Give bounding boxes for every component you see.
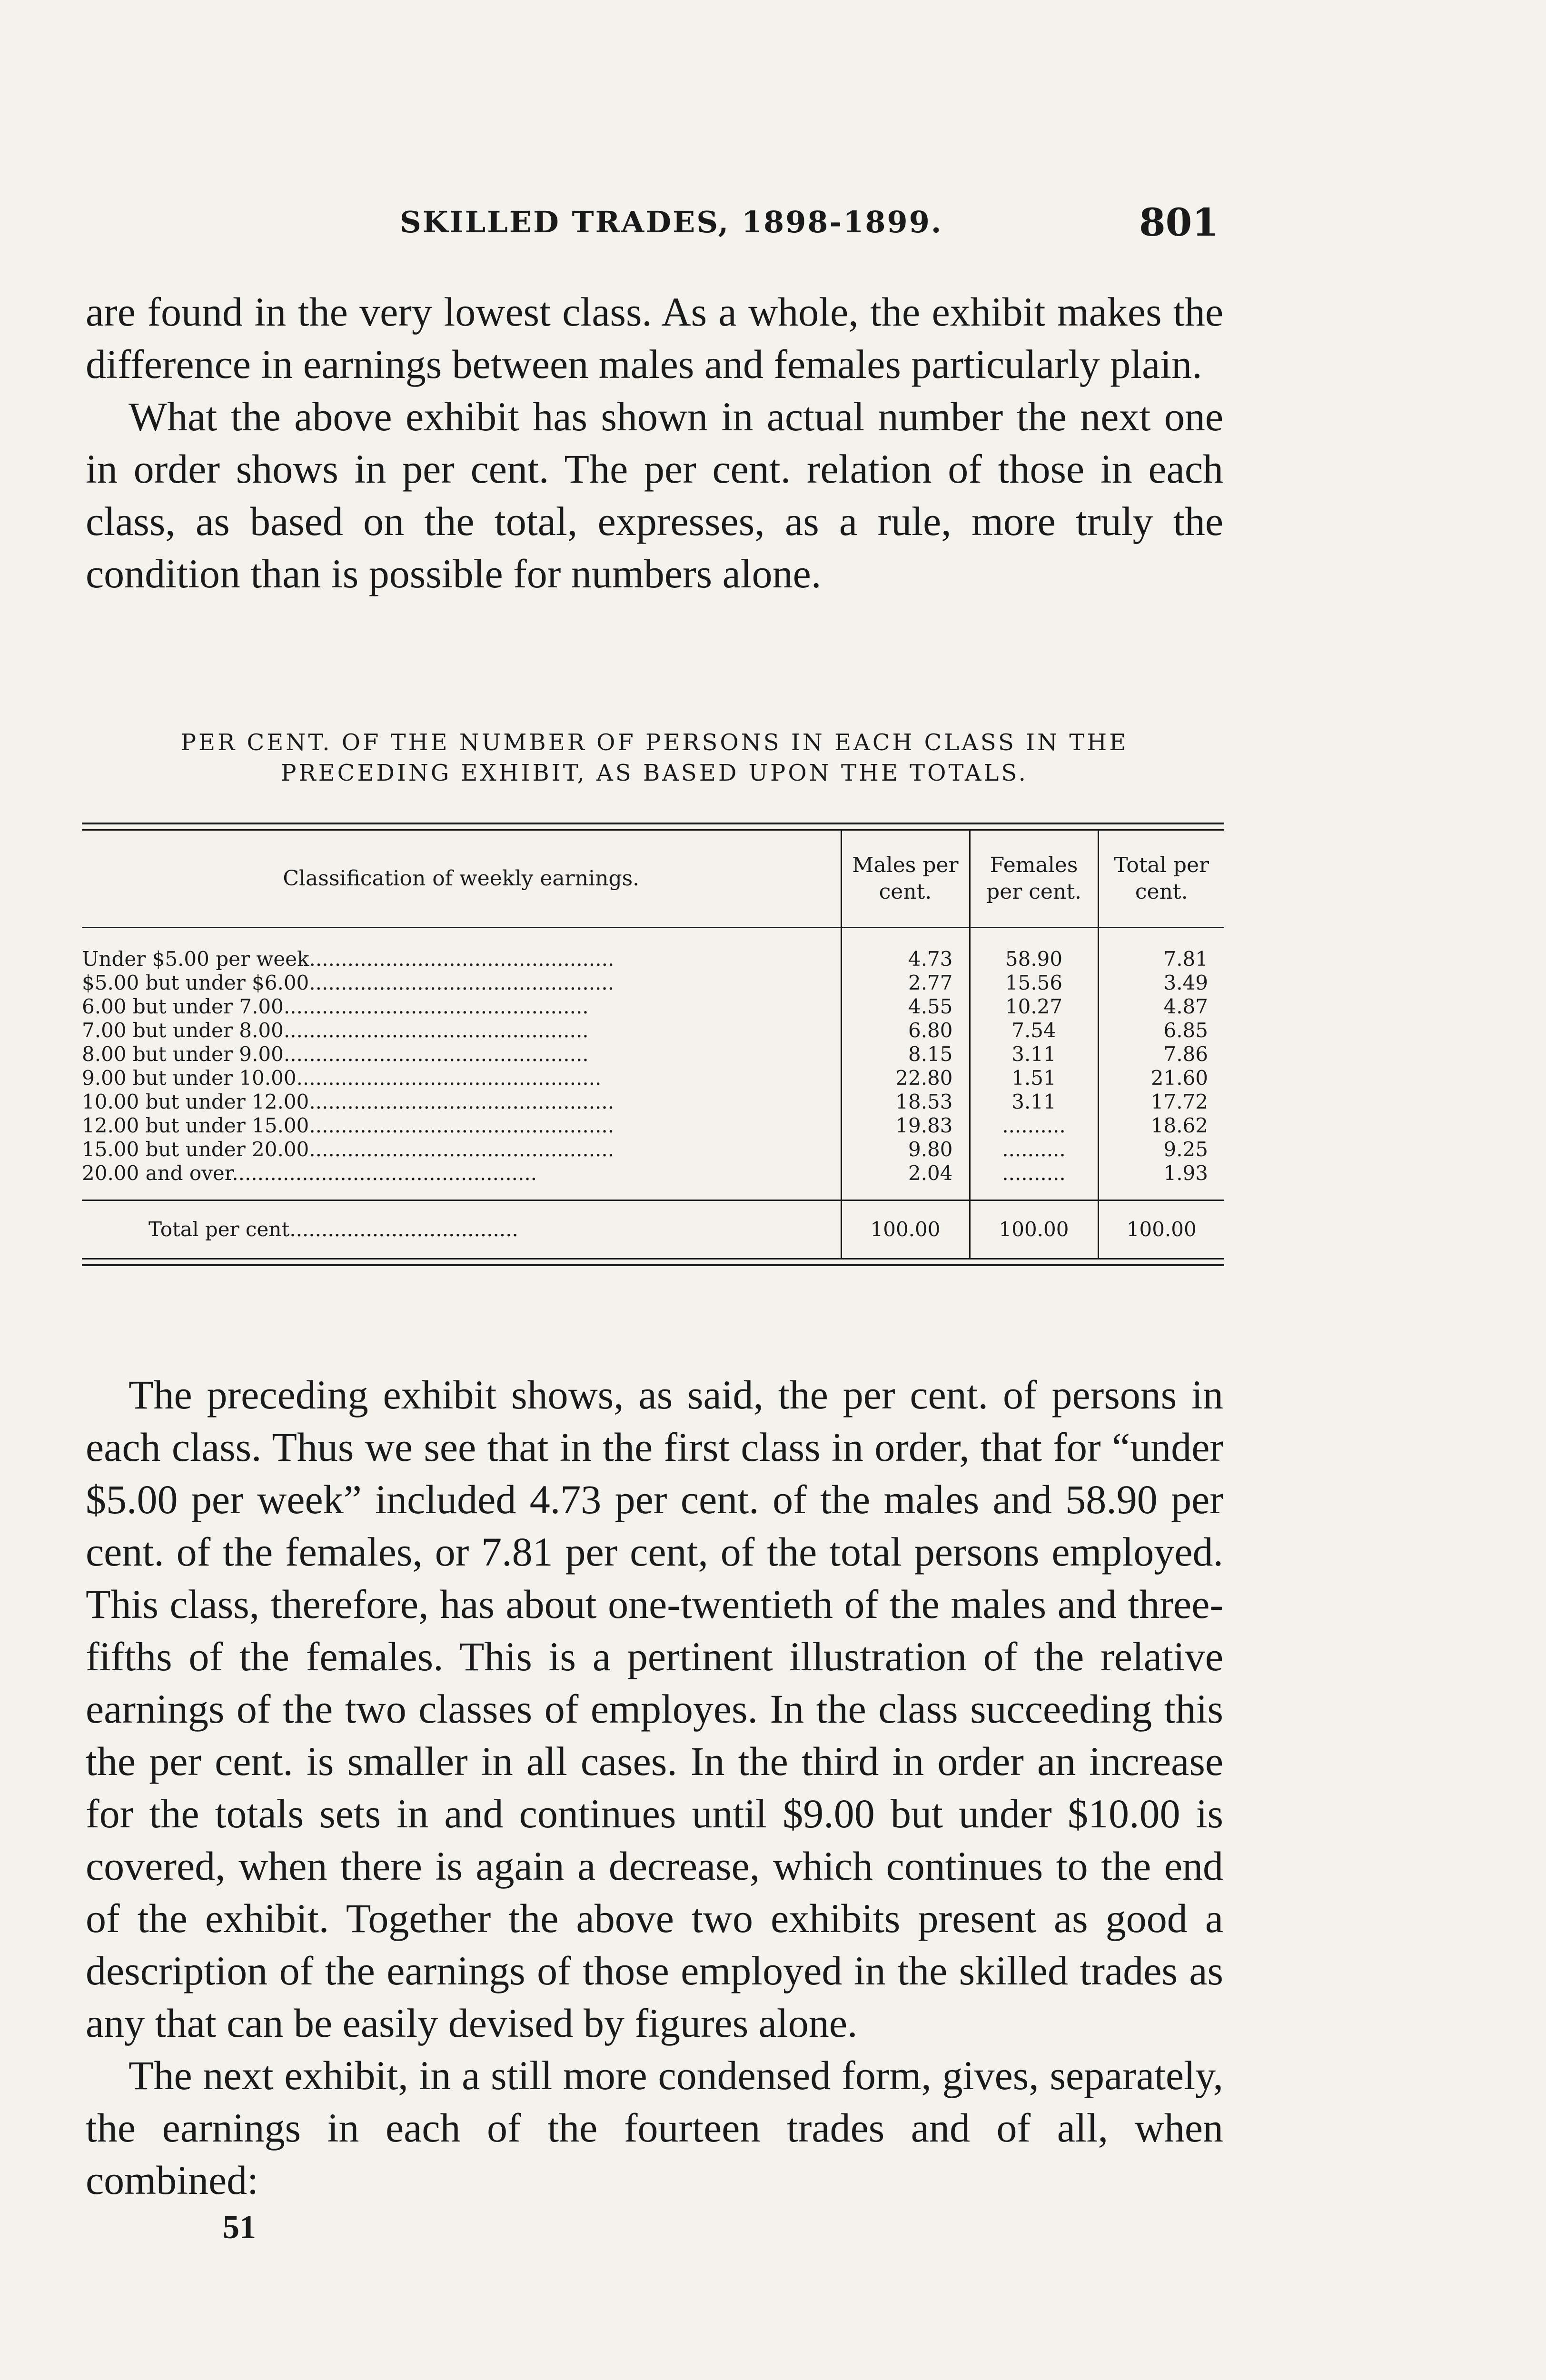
row-females: 10.27: [970, 995, 1098, 1019]
table-header-row: [82, 831, 1224, 928]
row-females: 3.11: [970, 1090, 1098, 1114]
row-label: 8.00 but under 9.00................................................: [82, 1042, 589, 1066]
table-row: [82, 1114, 1224, 1138]
row-males: 4.55: [841, 995, 970, 1019]
table-total-row: [82, 1200, 1224, 1259]
row-label: 15.00 but under 20.00................................................: [82, 1138, 614, 1161]
row-males: 22.80: [841, 1066, 970, 1090]
table-caption-line-2: PRECEDING EXHIBIT, AS BASED UPON THE TOTALS.: [281, 760, 1028, 786]
running-head: [95, 200, 1219, 257]
signature-mark: 51: [223, 2209, 256, 2246]
table-row: [82, 995, 1224, 1019]
page-number: 801: [1139, 200, 1219, 245]
row-males: 2.77: [841, 971, 970, 995]
table-bottom-rule: [82, 1258, 1224, 1266]
row-females: ..........: [970, 1114, 1098, 1138]
table-caption-line-1: PER CENT. OF THE NUMBER OF PERSONS IN EACH CLASS IN THE: [180, 729, 1129, 756]
body-text: [86, 1368, 1223, 2206]
row-label: 20.00 and over................................................: [82, 1161, 537, 1185]
row-females: ..........: [970, 1138, 1098, 1161]
row-total: 6.85: [1098, 1019, 1224, 1042]
table-caption: [81, 727, 1228, 788]
header-females: Females per cent.: [970, 831, 1098, 928]
earnings-table: [82, 823, 1224, 1266]
row-males: 8.15: [841, 1042, 970, 1066]
row-total: 7.86: [1098, 1042, 1224, 1066]
body-paragraph-1: The preceding exhibit shows, as said, the per cent. of persons in each class. Thus we see that in the first class in order, that for “under $5.00 per week” included 4.73 per cent. of the males and 58.90 per cent. of the females, or 7.81 per cent, of the total persons employed. This class, therefore, has about one-twentieth of the males and three-fifths of the females. This is a pertinent illustration of the relative earnings of the two classes of employes. In the class succeeding this the per cent. is smaller in all cases. In the third in order an increase for the totals sets in and continues until $9.00 but under $10.00 is covered, when there is again a decrease, which continues to the end of the exhibit. Together the above two exhibits present as good a description of the earnings of those employed in the skilled trades as any that can be easily devised by figures alone.: [86, 1372, 1223, 2046]
row-label: 12.00 but under 15.00................................................: [82, 1114, 614, 1137]
row-males: 18.53: [841, 1090, 970, 1114]
total-males: 100.00: [841, 1200, 970, 1259]
row-total: 1.93: [1098, 1161, 1224, 1185]
total-label: Total per cent....................................: [82, 1200, 841, 1259]
row-label: $5.00 but under $6.00................................................: [82, 971, 614, 994]
body-paragraph-2: The next exhibit, in a still more condensed form, gives, separately, the earnings in each of the fourteen trades and of all, when combined:: [86, 2053, 1223, 2203]
row-total: 18.62: [1098, 1114, 1224, 1138]
table-row: [82, 1019, 1224, 1042]
table-row: [82, 1066, 1224, 1090]
row-females: 7.54: [970, 1019, 1098, 1042]
row-females: 58.90: [970, 928, 1098, 972]
table-spacer: [82, 1185, 1224, 1200]
row-males: 9.80: [841, 1138, 970, 1161]
table-body: [82, 928, 1224, 1259]
row-total: 7.81: [1098, 928, 1224, 972]
table-row: [82, 1090, 1224, 1114]
row-males: 19.83: [841, 1114, 970, 1138]
row-males: 4.73: [841, 928, 970, 972]
header-classification: Classification of weekly earnings.: [82, 831, 841, 928]
intro-paragraph-1: are found in the very lowest class. As a whole, the exhibit makes the difference in earnings between males and females particularly plain.: [86, 289, 1223, 387]
table-row: [82, 1161, 1224, 1185]
table-row: [82, 1138, 1224, 1161]
header-total: Total per cent.: [1098, 831, 1224, 928]
row-total: 4.87: [1098, 995, 1224, 1019]
row-males: 6.80: [841, 1019, 970, 1042]
total-females: 100.00: [970, 1200, 1098, 1259]
row-females: 1.51: [970, 1066, 1098, 1090]
table-row: [82, 1042, 1224, 1066]
intro-text: [86, 286, 1223, 600]
table-row: [82, 928, 1224, 972]
row-total: 3.49: [1098, 971, 1224, 995]
table-top-rule: [82, 823, 1224, 831]
row-label: Under $5.00 per week................................................: [82, 947, 614, 971]
row-females: 15.56: [970, 971, 1098, 995]
row-males: 2.04: [841, 1161, 970, 1185]
row-label: 7.00 but under 8.00................................................: [82, 1019, 589, 1042]
row-females: 3.11: [970, 1042, 1098, 1066]
running-title: SKILLED TRADES, 1898-1899.: [400, 205, 943, 239]
table-row: [82, 971, 1224, 995]
row-label: 6.00 but under 7.00................................................: [82, 995, 589, 1018]
total-total: 100.00: [1098, 1200, 1224, 1259]
intro-paragraph-2: What the above exhibit has shown in actual number the next one in order shows in per cent. The per cent. relation of those in each class, as based on the total, expresses, as a rule, more truly the condition than is possible for numbers alone.: [86, 394, 1223, 596]
row-females: ..........: [970, 1161, 1098, 1185]
row-label: 10.00 but under 12.00................................................: [82, 1090, 614, 1113]
row-label: 9.00 but under 10.00................................................: [82, 1066, 602, 1090]
row-total: 21.60: [1098, 1066, 1224, 1090]
row-total: 9.25: [1098, 1138, 1224, 1161]
row-total: 17.72: [1098, 1090, 1224, 1114]
percent-table: [82, 831, 1224, 1258]
header-males: Males per cent.: [841, 831, 970, 928]
